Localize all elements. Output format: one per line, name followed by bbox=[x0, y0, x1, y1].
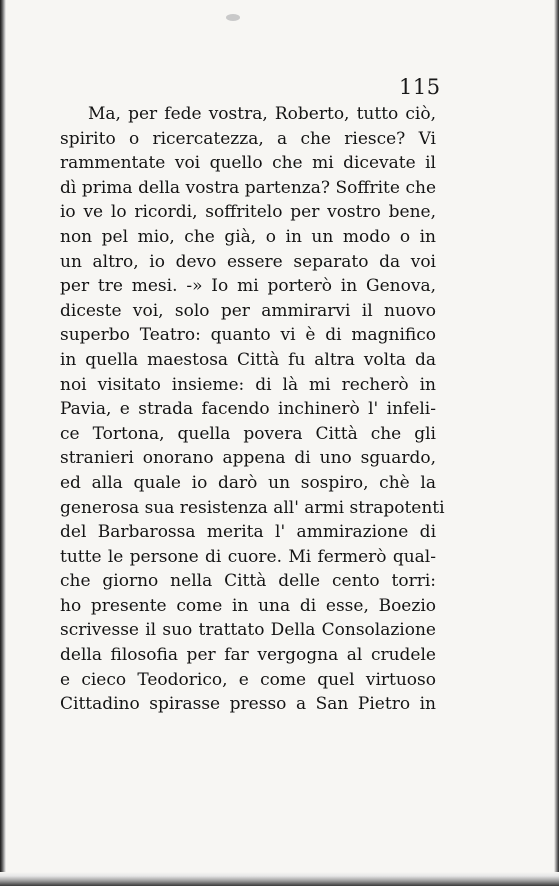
page-left-edge bbox=[0, 0, 6, 886]
text-line: dì prima della vostra partenza? Soffrite che bbox=[60, 177, 436, 198]
text-line: e cieco Teodorico, e come quel virtuoso bbox=[60, 669, 436, 690]
text-line: scrivesse il suo trattato Della Consolazione bbox=[60, 620, 436, 641]
text-line: generosa sua resistenza all' armi strapotenti bbox=[60, 497, 445, 518]
body-text bbox=[60, 102, 445, 717]
text-line: noi visitato insieme: di là mi recherò in bbox=[60, 374, 436, 395]
text-line: della filosofia per far vergogna al crudele bbox=[60, 645, 436, 666]
text-line: diceste voi, solo per ammirarvi il nuovo bbox=[60, 300, 436, 321]
text-line: non pel mio, che già, o in un modo o in bbox=[60, 226, 436, 247]
text-line: ed alla quale io darò un sospiro, chè la bbox=[60, 472, 436, 493]
text-line: rammentate voi quello che mi dicevate il bbox=[60, 153, 436, 174]
text-line: Ma, per fede vostra, Roberto, tutto ciò, bbox=[88, 104, 436, 124]
text-line: Cittadino spirasse presso a San Pietro in bbox=[60, 694, 436, 715]
text-line: tutte le persone di cuore. Mi fermerò qual- bbox=[60, 546, 436, 567]
text-line: ce Tortona, quella povera Città che gli bbox=[60, 423, 436, 444]
page-right-edge bbox=[554, 0, 559, 886]
text-line: che giorno nella Città delle cento torri: bbox=[60, 571, 436, 592]
text-line: stranieri onorano appena di uno sguardo, bbox=[60, 448, 436, 469]
page-bottom-edge bbox=[0, 872, 559, 886]
text-line: spirito o ricercatezza, a che riesce? Vi bbox=[60, 128, 436, 149]
text-line: in quella maestosa Città fu altra volta da bbox=[60, 349, 436, 370]
text-line: superbo Teatro: quanto vi è di magnifico bbox=[60, 325, 436, 346]
ink-smudge bbox=[226, 14, 240, 21]
text-line: del Barbarossa merita l' ammirazione di bbox=[60, 522, 436, 543]
page-number: 115 bbox=[399, 75, 441, 99]
text-line: per tre mesi. -» Io mi porterò in Genova, bbox=[60, 276, 436, 297]
text-line: io ve lo ricordi, soffritelo per vostro bene, bbox=[60, 202, 436, 223]
text-line: Pavia, e strada facendo inchinerò l' infeli- bbox=[60, 399, 436, 420]
text-line: un altro, io devo essere separato da voi bbox=[60, 251, 436, 272]
text-line: ho presente come in una di esse, Boezio bbox=[60, 595, 436, 616]
